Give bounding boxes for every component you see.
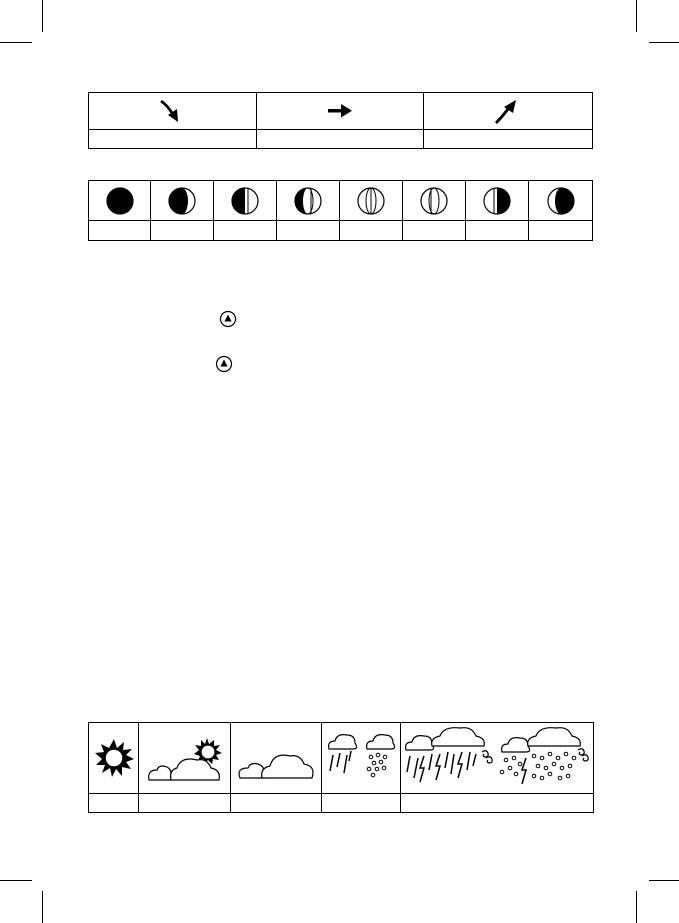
up-triangle-button-icon xyxy=(219,310,237,328)
moon-label xyxy=(403,221,466,241)
moon-cell xyxy=(89,181,151,221)
weather-label xyxy=(322,794,401,813)
crop-mark xyxy=(649,880,679,881)
moon-cell xyxy=(403,181,466,221)
crop-mark xyxy=(636,891,637,923)
moon-cell xyxy=(466,181,529,221)
waxing-crescent-icon xyxy=(166,185,198,217)
moon-label xyxy=(340,221,403,241)
moon-label xyxy=(529,221,593,241)
moon-label xyxy=(277,221,340,241)
new-moon-icon xyxy=(104,185,136,217)
first-quarter-icon xyxy=(229,185,261,217)
trend-cell xyxy=(424,93,593,130)
weather-label xyxy=(231,794,322,813)
crop-mark xyxy=(636,0,637,32)
last-quarter-icon xyxy=(481,185,513,217)
cloudy-icon xyxy=(232,730,320,786)
weather-label xyxy=(401,794,594,813)
trend-label xyxy=(89,130,257,149)
full-moon-icon xyxy=(355,185,387,217)
pressure-trend-table xyxy=(88,92,593,149)
weather-cell xyxy=(322,723,401,794)
waning-crescent-icon xyxy=(545,185,577,217)
storm-icon xyxy=(402,724,592,792)
arrow-right-icon xyxy=(320,95,360,127)
moon-cell xyxy=(529,181,593,221)
moon-label xyxy=(89,221,151,241)
moon-cell xyxy=(214,181,277,221)
moon-label xyxy=(151,221,214,241)
moon-cell xyxy=(340,181,403,221)
moon-cell xyxy=(151,181,214,221)
trend-cell xyxy=(257,93,424,130)
crop-mark xyxy=(0,880,32,881)
rain-snow-icon xyxy=(323,727,399,789)
moon-phase-table xyxy=(88,180,593,241)
crop-mark xyxy=(0,42,32,43)
trend-label xyxy=(257,130,424,149)
arrow-up-right-icon xyxy=(488,95,528,127)
arrow-down-right-icon xyxy=(153,95,193,127)
weather-forecast-table xyxy=(88,722,594,813)
weather-label xyxy=(139,794,231,813)
crop-mark xyxy=(649,42,679,43)
crop-mark xyxy=(42,891,43,923)
moon-cell xyxy=(277,181,340,221)
partly-cloudy-icon xyxy=(141,730,229,786)
sunny-icon xyxy=(92,736,136,780)
trend-cell xyxy=(89,93,257,130)
waxing-gibbous-icon xyxy=(292,185,324,217)
moon-label xyxy=(214,221,277,241)
weather-cell xyxy=(401,723,594,794)
weather-cell xyxy=(139,723,231,794)
moon-label xyxy=(466,221,529,241)
crop-mark xyxy=(42,0,43,32)
waning-gibbous-icon xyxy=(418,185,450,217)
up-triangle-button-icon xyxy=(215,355,233,373)
trend-label xyxy=(424,130,593,149)
weather-label xyxy=(89,794,139,813)
weather-cell xyxy=(89,723,139,794)
weather-cell xyxy=(231,723,322,794)
